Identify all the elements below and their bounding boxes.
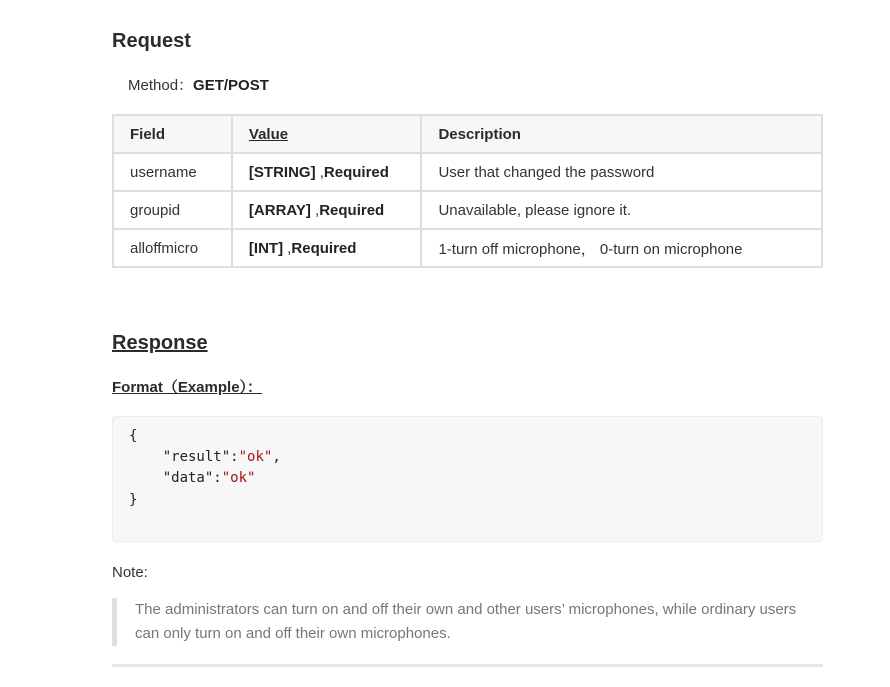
header-value-label: Value [248, 125, 289, 143]
code-line [129, 470, 255, 486]
code-result-colon: : [230, 449, 239, 465]
request-heading: Request [112, 30, 191, 52]
code-close-brace: } [129, 492, 138, 508]
header-value [232, 115, 422, 153]
cell-value [232, 153, 422, 191]
cell-required: Required [291, 239, 357, 257]
method-value: GET/POST [193, 77, 269, 94]
code-data-key: "data" [162, 470, 214, 486]
code-line [129, 428, 137, 444]
cell-sep: , [310, 201, 320, 219]
cell-description: 1-turn off microphone， 0-turn on microphone [421, 229, 822, 267]
table-header-row [113, 115, 822, 153]
cell-sep: , [283, 239, 292, 257]
format-label: Format（Example）： [112, 379, 263, 396]
code-open-brace: { [129, 428, 138, 444]
table-row [113, 191, 822, 229]
cell-field: groupid [113, 191, 232, 229]
response-heading: Response [112, 332, 208, 354]
code-data-colon: : [213, 470, 222, 486]
note-label: Note: [112, 564, 148, 581]
cell-sep: , [315, 163, 324, 181]
request-params-table [112, 114, 823, 268]
code-result-key: "result" [162, 449, 231, 465]
cell-required: Required [323, 163, 389, 181]
header-field: Field [113, 115, 232, 153]
code-result-value: "ok" [238, 449, 273, 465]
note-blockquote [112, 598, 817, 646]
cell-type: [ARRAY] [248, 201, 311, 219]
method-label: Method： [128, 77, 194, 94]
cell-field: alloffmicro [113, 229, 232, 267]
cell-required: Required [319, 201, 385, 219]
cell-field: username [113, 153, 232, 191]
table-row [113, 153, 822, 191]
code-line [129, 492, 137, 508]
cell-description: Unavailable, please ignore it. [421, 191, 822, 229]
cell-type: [INT] [248, 239, 284, 257]
code-data-value: "ok" [221, 470, 256, 486]
cell-value [232, 229, 422, 267]
table-row [113, 229, 822, 267]
code-block [112, 416, 823, 542]
header-description: Description [421, 115, 822, 153]
code-result-comma: , [272, 449, 281, 465]
cell-type: [STRING] [248, 163, 316, 181]
cell-description: User that changed the password [421, 153, 822, 191]
divider [112, 664, 823, 667]
note-text: The administrators can turn on and off their own and other users’ microphones, while ordinary users can only turn on and off their own microphones. [135, 601, 797, 642]
code-line [129, 449, 281, 465]
cell-value [232, 191, 422, 229]
method-line [128, 74, 269, 95]
